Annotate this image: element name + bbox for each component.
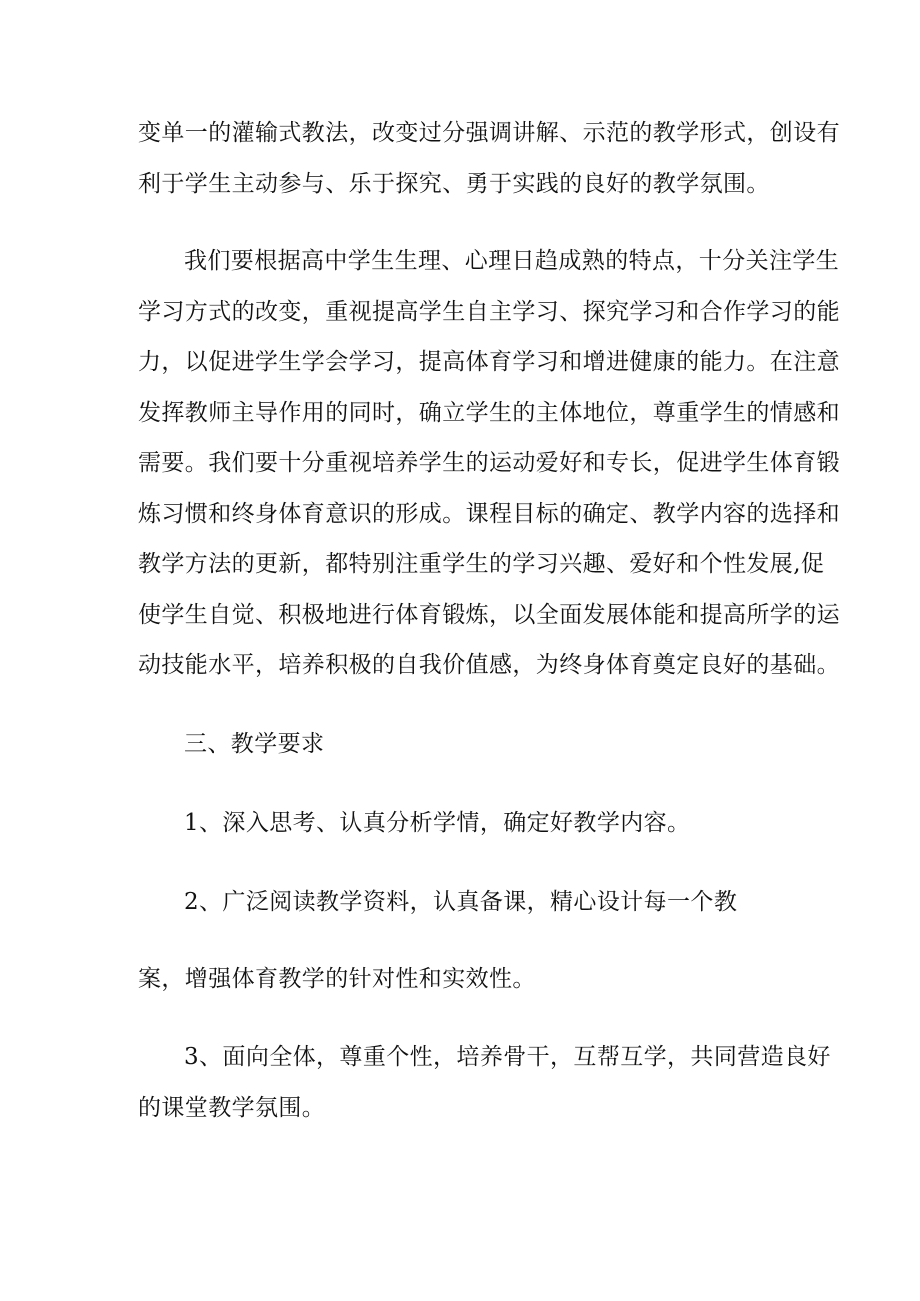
list-item-2-line-1: 2、广泛阅读教学资料，认真备课，精心设计每一个教 <box>184 889 738 915</box>
paragraph-2-line-4: 发挥教师主导作用的同时，确立学生的主体地位，尊重学生的情感和 <box>138 400 840 426</box>
paragraph-2-line-8: 使学生自觉、积极地进行体育锻炼，以全面发展体能和提高所学的运 <box>138 602 840 628</box>
list-item-3-line-1: 3、面向全体，尊重个性，培养骨干，互帮互学，共同营造良好 <box>184 1044 831 1070</box>
paragraph-2-line-6: 炼习惯和终身体育意识的形成。课程目标的确定、教学内容的选择和 <box>138 501 840 527</box>
paragraph-1-line-2: 利于学生主动参与、乐于探究、勇于实践的良好的教学氛围。 <box>138 171 770 197</box>
list-item-1: 1、深入思考、认真分析学情，确定好教学内容。 <box>184 810 691 836</box>
section-heading: 三、教学要求 <box>184 731 325 757</box>
paragraph-2-line-1: 我们要根据高中学生生理、心理日趋成熟的特点，十分关注学生 <box>184 248 840 274</box>
list-item-2-line-2: 案，增强体育教学的针对性和实效性。 <box>138 966 536 992</box>
paragraph-1-line-1: 变单一的灌输式教法，改变过分强调讲解、示范的教学形式，创设有 <box>138 120 840 146</box>
paragraph-2-line-5: 需要。我们要十分重视培养学生的运动爱好和专长，促进学生体育锻 <box>138 450 840 476</box>
paragraph-2-line-9: 动技能水平，培养积极的自我价值感，为终身体育奠定良好的基础。 <box>138 652 840 678</box>
paragraph-2-line-3: 力，以促进学生学会学习，提高体育学习和增进健康的能力。在注意 <box>138 349 840 375</box>
paragraph-2-line-2: 学习方式的改变，重视提高学生自主学习、探究学习和合作学习的能 <box>138 299 840 325</box>
paragraph-2-line-7: 教学方法的更新，都特别注重学生的学习兴趣、爱好和个性发展,促 <box>138 551 825 577</box>
list-item-3-line-2: 的课堂教学氛围。 <box>138 1095 326 1121</box>
